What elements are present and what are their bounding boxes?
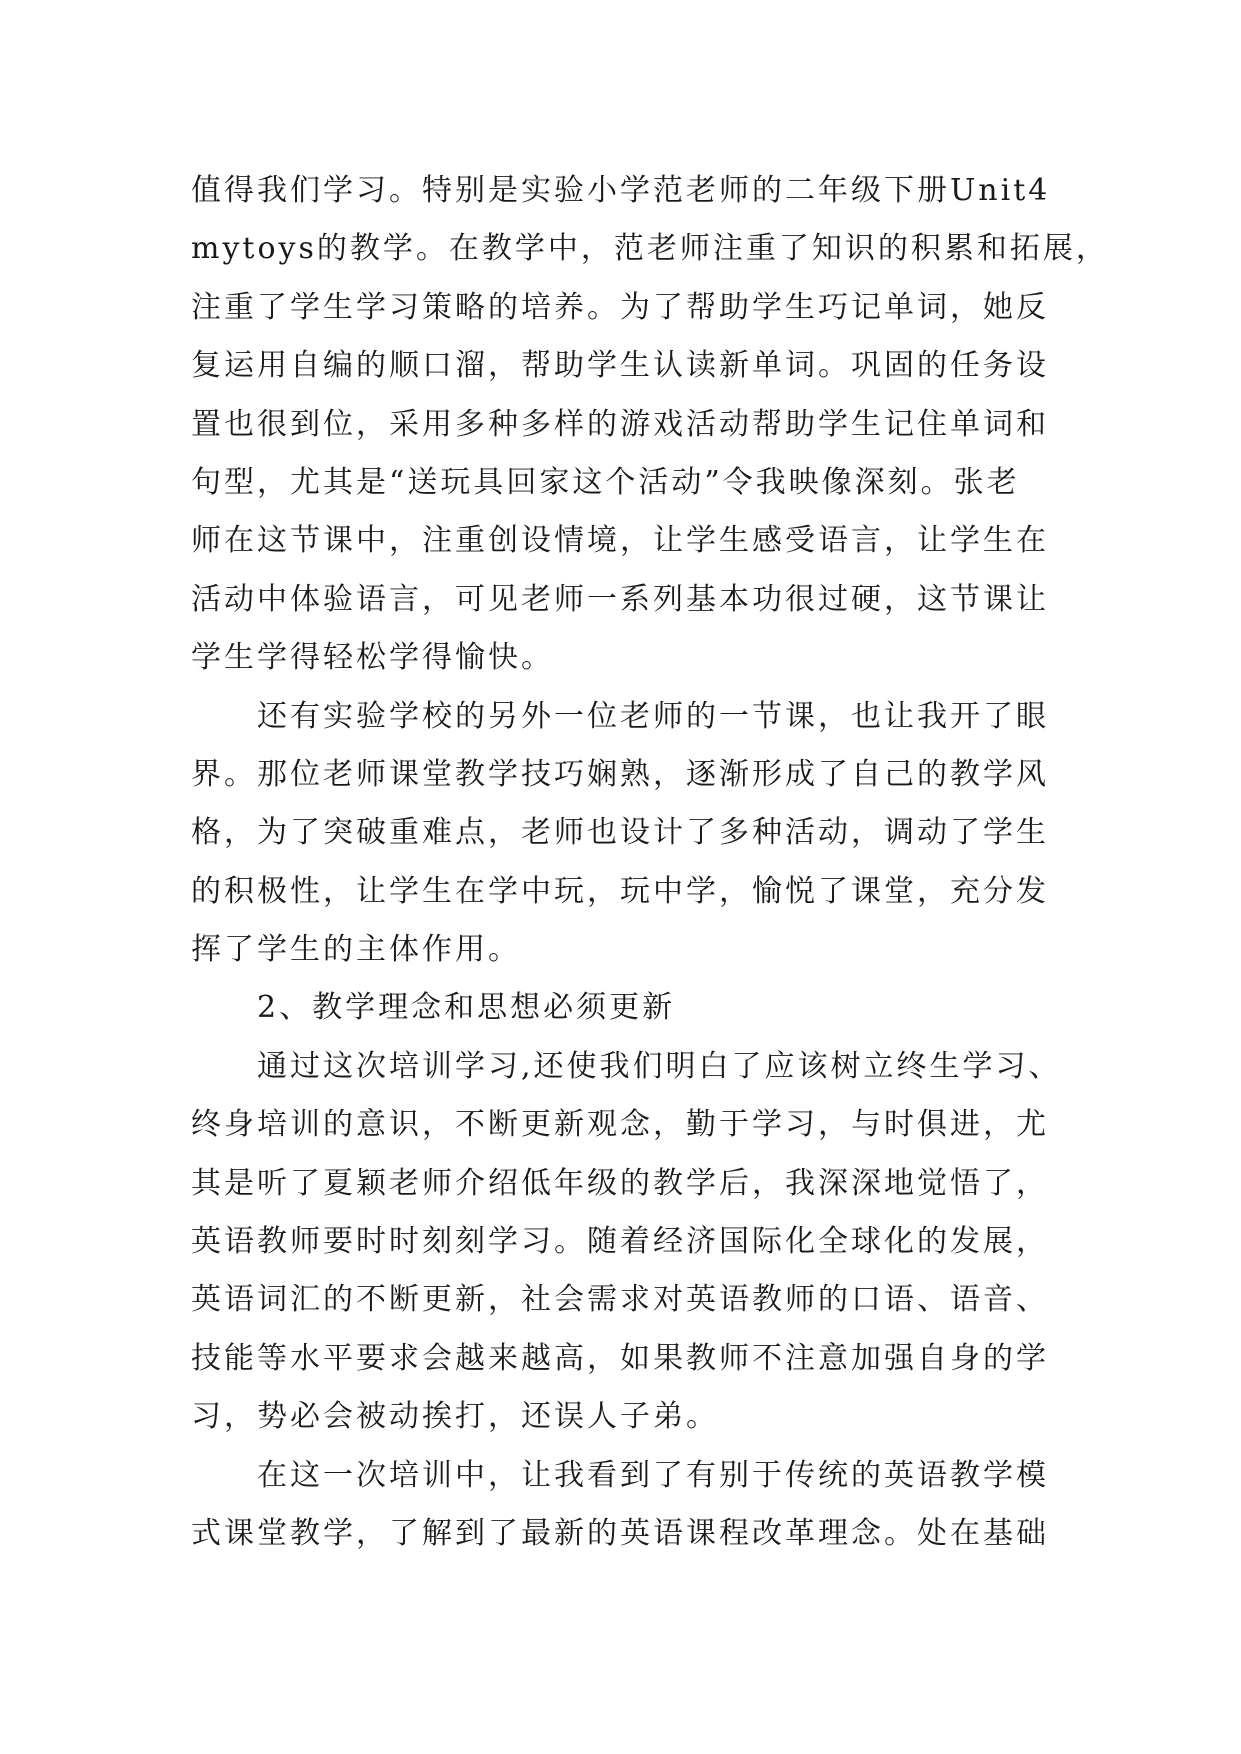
section-heading: 2、教学理念和思想必须更新 bbox=[257, 990, 676, 1026]
text-line: 格，为了突破重难点，老师也设计了多种活动，调动了学生 bbox=[191, 815, 1049, 851]
text-line: 英语教师要时时刻刻学习。随着经济国际化全球化的发展， bbox=[191, 1224, 1049, 1260]
text-line: 英语词汇的不断更新，社会需求对英语教师的口语、语音、 bbox=[191, 1282, 1049, 1318]
text-line: 值得我们学习。特别是实验小学范老师的二年级下册Unit4 bbox=[191, 173, 1051, 208]
text-line: 复运用自编的顺口溜，帮助学生认读新单词。巩固的任务设 bbox=[191, 348, 1049, 384]
text-line: 学生学得轻松学得愉快。 bbox=[191, 640, 554, 676]
text-line: 活动中体验语言，可见老师一系列基本功很过硬，这节课让 bbox=[191, 581, 1049, 617]
text-line: 通过这次培训学习,还使我们明白了应该树立终生学习、 bbox=[257, 1048, 1062, 1084]
text-line: 界。那位老师课堂教学技巧娴熟，逐渐形成了自己的教学风 bbox=[191, 756, 1049, 792]
text-line: 师在这节课中，注重创设情境，让学生感受语言，让学生在 bbox=[191, 523, 1049, 559]
text-line: 挥了学生的主体作用。 bbox=[191, 932, 521, 968]
text-line: 句型，尤其是“送玩具回家这个活动”令我映像深刻。张老 bbox=[191, 464, 1020, 500]
text-line: 在这一次培训中，让我看到了有别于传统的英语教学模 bbox=[257, 1457, 1049, 1493]
text-line: 还有实验学校的另外一位老师的一节课，也让我开了眼 bbox=[257, 698, 1049, 734]
text-line: 式课堂教学，了解到了最新的英语课程改革理念。处在基础 bbox=[191, 1515, 1049, 1551]
text-line: 的积极性，让学生在学中玩，玩中学，愉悦了课堂，充分发 bbox=[191, 873, 1049, 909]
text-line: 习，势必会被动挨打，还误人子弟。 bbox=[191, 1399, 719, 1435]
text-line: 终身培训的意识，不断更新观念，勤于学习，与时俱进，尤 bbox=[191, 1107, 1049, 1143]
text-line: 置也很到位，采用多种多样的游戏活动帮助学生记住单词和 bbox=[191, 406, 1049, 442]
text-line: 其是听了夏颖老师介绍低年级的教学后，我深深地觉悟了， bbox=[191, 1165, 1049, 1201]
text-line: 技能等水平要求会越来越高，如果教师不注意加强自身的学 bbox=[191, 1340, 1049, 1376]
document-body bbox=[191, 162, 1109, 1563]
text-line: mytoys的教学。在教学中，范老师注重了知识的积累和拓展， bbox=[191, 231, 1109, 267]
text-line: 注重了学生学习策略的培养。为了帮助学生巧记单词，她反 bbox=[191, 289, 1049, 325]
